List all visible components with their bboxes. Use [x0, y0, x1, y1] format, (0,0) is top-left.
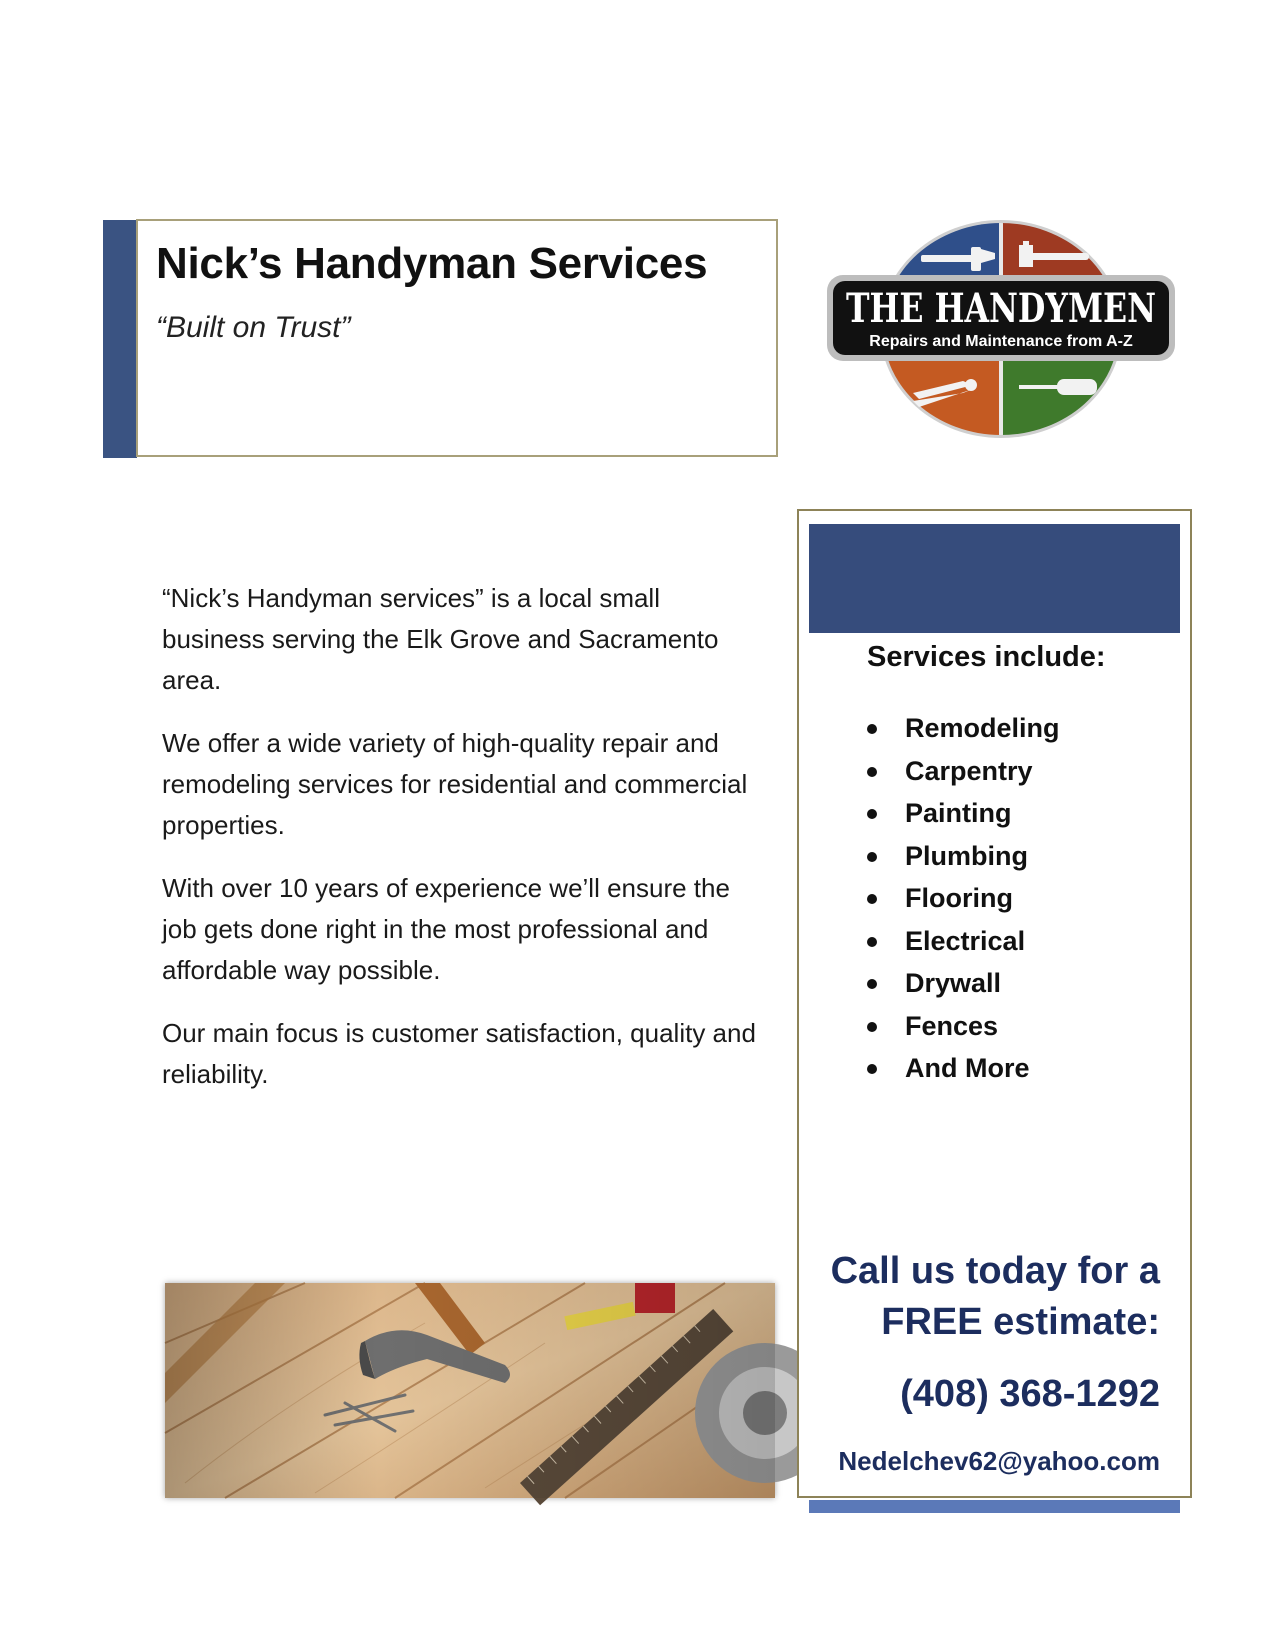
services-list	[867, 707, 1060, 1090]
sidebar-header-block	[809, 524, 1180, 633]
service-item	[867, 877, 1060, 920]
intro-paragraph: With over 10 years of experience we’ll ensure the job gets done right in the most professional and affordable way possible.	[162, 873, 730, 985]
tagline: “Built on Trust”	[156, 311, 351, 344]
service-item	[867, 835, 1060, 878]
service-item	[867, 920, 1060, 963]
bullet-icon	[867, 894, 877, 904]
intro-paragraph: Our main focus is customer satisfaction, quality and reliability.	[162, 1018, 756, 1089]
service-label: Fences	[905, 1010, 999, 1041]
service-item	[867, 792, 1060, 835]
intro-text	[162, 578, 762, 1117]
bullet-icon	[867, 937, 877, 947]
bullet-icon	[867, 809, 877, 819]
service-label: Remodeling	[905, 713, 1060, 743]
cta-line-1: Call us today for a	[830, 1250, 1160, 1292]
services-heading: Services include:	[867, 641, 1106, 673]
call-to-action	[831, 1246, 1160, 1348]
service-item	[867, 750, 1060, 793]
bullet-icon	[867, 724, 877, 734]
tools-photo	[165, 1283, 775, 1498]
page-title: Nick’s Handyman Services	[156, 239, 708, 288]
intro-paragraph: “Nick’s Handyman services” is a local small business serving the Elk Grove and Sacramento area.	[162, 583, 719, 695]
service-label: Painting	[905, 798, 1012, 828]
service-label: Drywall	[905, 968, 1002, 998]
service-label: Electrical	[905, 925, 1026, 956]
bullet-icon	[867, 767, 877, 777]
bullet-icon	[867, 1064, 877, 1074]
service-item	[867, 962, 1060, 1005]
header-accent-bar	[103, 220, 137, 458]
service-label: Carpentry	[905, 755, 1033, 786]
header-box	[136, 219, 778, 457]
logo-subtitle-text: Repairs and Maintenance from A-Z	[869, 333, 1133, 350]
service-label: Flooring	[905, 883, 1013, 913]
cta-line-2: FREE estimate:	[881, 1301, 1160, 1343]
logo-brand-text: THE HANDYMEN	[846, 285, 1156, 332]
sidebar-footer-bar	[809, 1500, 1180, 1513]
email-address[interactable]: Nedelchev62@yahoo.com	[838, 1446, 1160, 1476]
handymen-logo	[823, 215, 1179, 443]
phone-number[interactable]: (408) 368-1292	[900, 1373, 1160, 1415]
service-label: Plumbing	[905, 840, 1028, 871]
intro-paragraph: We offer a wide variety of high-quality repair and remodeling services for residential and commercial properties.	[162, 728, 748, 840]
service-item	[867, 1005, 1060, 1048]
service-label: And More	[905, 1053, 1030, 1083]
bullet-icon	[867, 852, 877, 862]
service-item	[867, 1047, 1060, 1090]
bullet-icon	[867, 1022, 877, 1032]
service-item	[867, 707, 1060, 750]
bullet-icon	[867, 979, 877, 989]
services-sidebar	[797, 509, 1192, 1498]
